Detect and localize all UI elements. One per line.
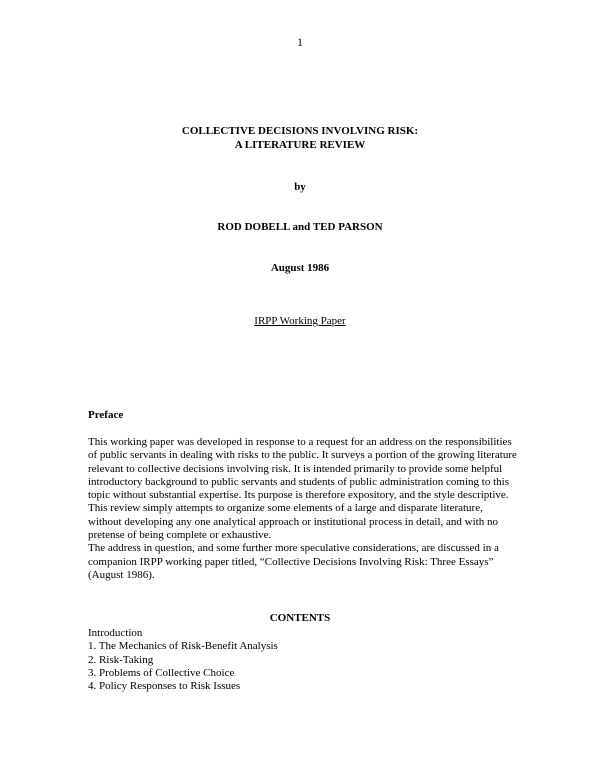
title-line-1: COLLECTIVE DECISIONS INVOLVING RISK:	[181, 125, 419, 137]
preface-heading: Preface	[88, 409, 124, 421]
publication-date: August 1986	[270, 262, 330, 274]
contents-item: 2. Risk-Taking	[88, 653, 154, 666]
contents-list	[88, 627, 278, 693]
working-paper-text: IRPP Working Paper	[254, 315, 346, 327]
preface-paragraph-1: This working paper was developed in response to a request for an address on the responsibilities of public servants in dealing with risks to the public. It surveys a portion of the growing literature relevant to collective decisions involving risk. It is intended primarily to provide some helpful introductory background to public servants and students of public administration coming to this topic without substantial expertise. Its purpose is therefore expository, and the style descriptive. This review simply attempts to organize some elements of a large and disparate literature, without developing any one analytical approach or institutional process in detail, and with no pretense of being complete or exhaustive.	[88, 436, 517, 542]
authors: ROD DOBELL and TED PARSON	[217, 221, 383, 233]
by-line: by	[294, 181, 306, 193]
page-number: 1	[297, 35, 303, 49]
contents-item: 1. The Mechanics of Risk-Benefit Analysis	[88, 640, 278, 653]
contents-item: 4. Policy Responses to Risk Issues	[88, 680, 241, 693]
document-title	[0, 124, 600, 152]
contents-heading: CONTENTS	[269, 612, 331, 624]
contents-item: 3. Problems of Collective Choice	[88, 666, 235, 679]
contents-item: Introduction	[88, 627, 143, 639]
preface-paragraph-2: The address in question, and some further more speculative considerations, are discussed in a companion IRPP working paper titled, “Collective Decisions Involving Risk: Three Essays” (August 1986).	[88, 542, 499, 581]
working-paper-label	[0, 315, 600, 327]
preface-body	[88, 436, 518, 582]
title-line-2: A LITERATURE REVIEW	[234, 139, 366, 151]
